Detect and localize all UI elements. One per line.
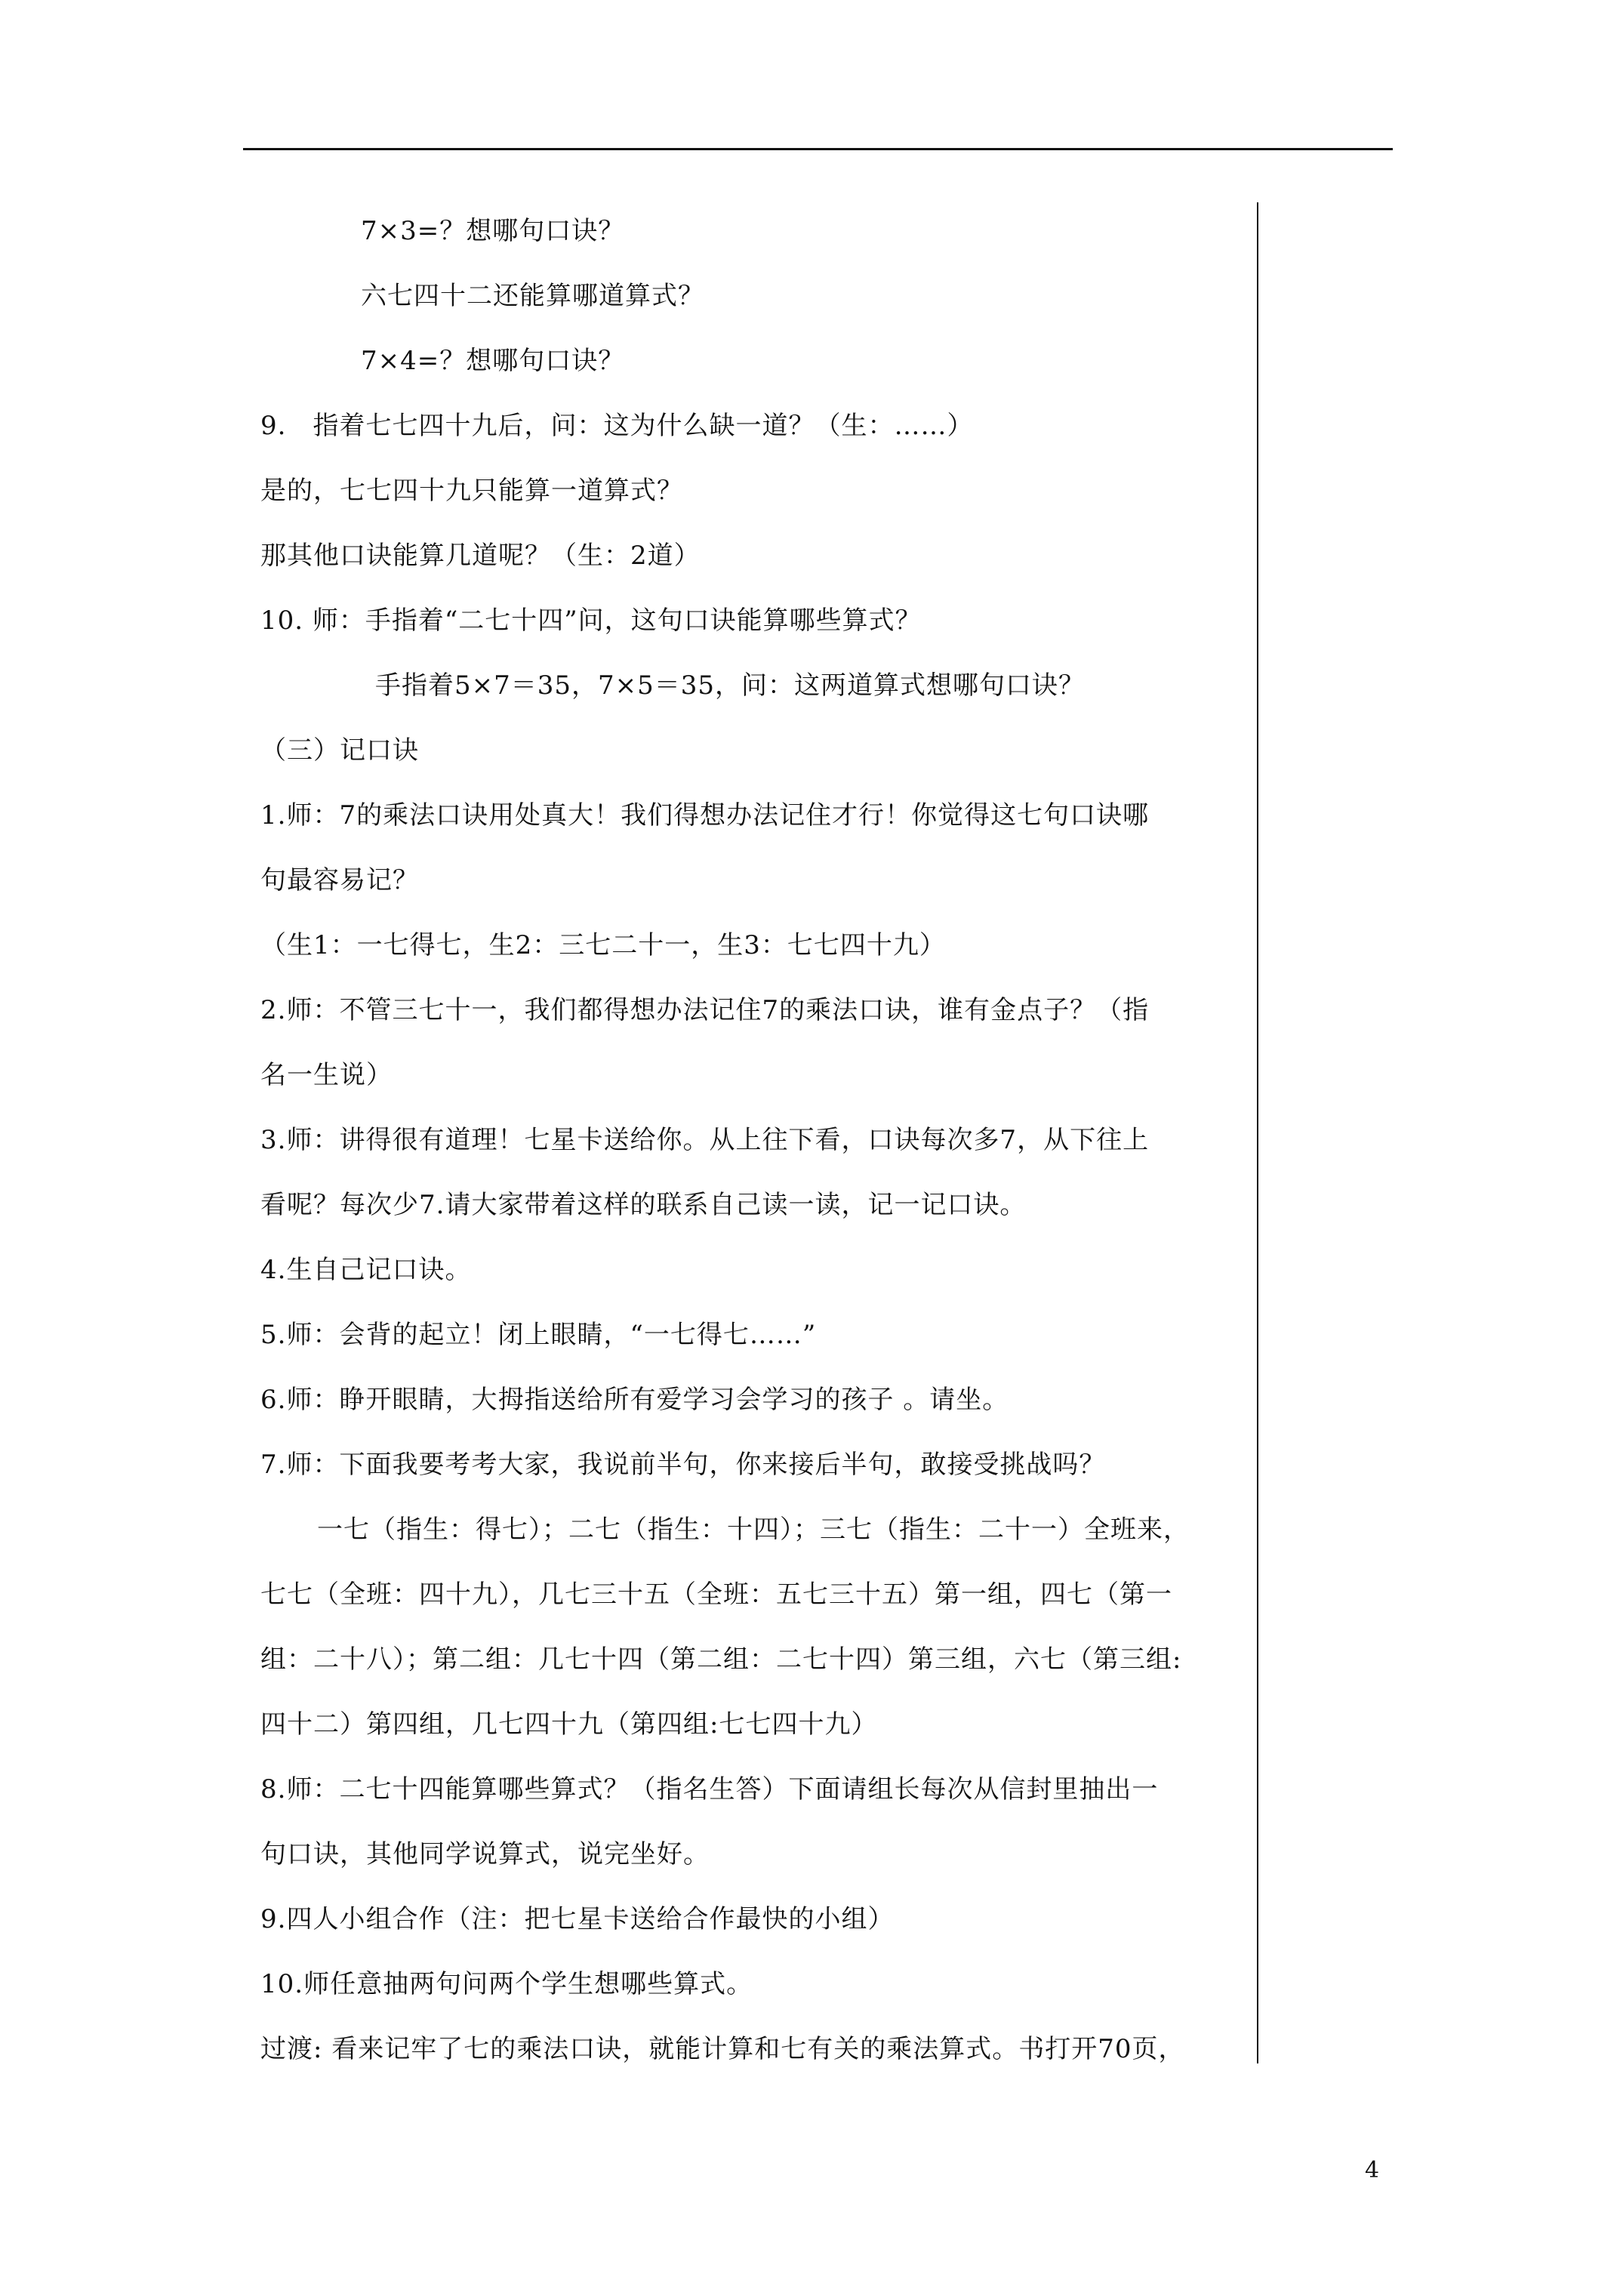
text-line: 2.师：不管三七十一，我们都得想办法记住7的乘法口诀，谁有金点子？（指 [260,995,1150,1025]
text-line: 5.师：会背的起立！闭上眼睛，“一七得七……” [260,1320,817,1350]
text-line: 是的，七七四十九只能算一道算式？ [260,476,683,506]
text-line: 1.师：7的乘法口诀用处真大！我们得想办法记住才行！你觉得这七句口诀哪 [260,800,1150,831]
text-line: 看呢？每次少7.请大家带着这样的联系自己读一读，记一记口诀。 [260,1190,1027,1220]
text-line: 7.师：下面我要考考大家，我说前半句，你来接后半句，敢接受挑战吗？ [260,1450,1106,1480]
section-heading: （三）记口诀 [260,735,419,766]
text-line: 那其他口诀能算几道呢？（生：2道） [260,541,701,571]
text-line: 3.师：讲得很有道理！七星卡送给你。从上往下看，口诀每次多7，从下往上 [260,1125,1150,1155]
text-line: 句最容易记？ [260,865,419,895]
text-line: 10.师任意抽两句问两个学生想哪些算式。 [260,1969,753,1999]
text-line: （生1：一七得七，生2：三七二十一，生3：七七四十九） [260,930,946,960]
text-line: 句口诀，其他同学说算式，说完坐好。 [260,1839,710,1869]
text-line: 过渡: 看来记牢了七的乘法口诀，就能计算和七有关的乘法算式。书打开70页， [260,2034,1185,2064]
text-line: 4.生自己记口诀。 [260,1255,472,1285]
page-number: 4 [1365,2157,1380,2184]
text-line: 7×3=？想哪句口诀？ [361,216,625,246]
text-line: 名一生说） [260,1060,393,1090]
text-line: 7×4=？想哪句口诀？ [361,346,625,376]
text-line: 10. 师：手指着“二七十四”问，这句口诀能算哪些算式？ [260,606,922,636]
text-line: 手指着5×7＝35，7×5＝35，问：这两道算式想哪句口诀？ [375,670,1086,701]
text-line: 8.师：二七十四能算哪些算式？（指名生答）下面请组长每次从信封里抽出一 [260,1774,1159,1804]
text-line: 组：二十八）；第二组：几七十四（第二组：二七十四）第三组，六七（第三组: [260,1644,1182,1675]
text-line: 四十二）第四组，几七四十九（第四组:七七四十九） [260,1709,878,1740]
text-line: 七七（全班：四十九），几七三十五（全班：五七三十五）第一组，四七（第一 [260,1579,1172,1610]
text-line: 6.师：睁开眼睛，大拇指送给所有爱学习会学习的孩子 。请坐。 [260,1385,1009,1415]
text-line: 9.四人小组合作（注：把七星卡送给合作最快的小组） [260,1904,895,1934]
text-line: 9. 指着七七四十九后，问：这为什么缺一道？（生：……） [260,411,974,441]
text-line: 六七四十二还能算哪道算式？ [361,281,704,311]
text-line: 一七（指生：得七）；二七（指生：十四）；三七（指生：二十一）全班来， [317,1515,1190,1545]
